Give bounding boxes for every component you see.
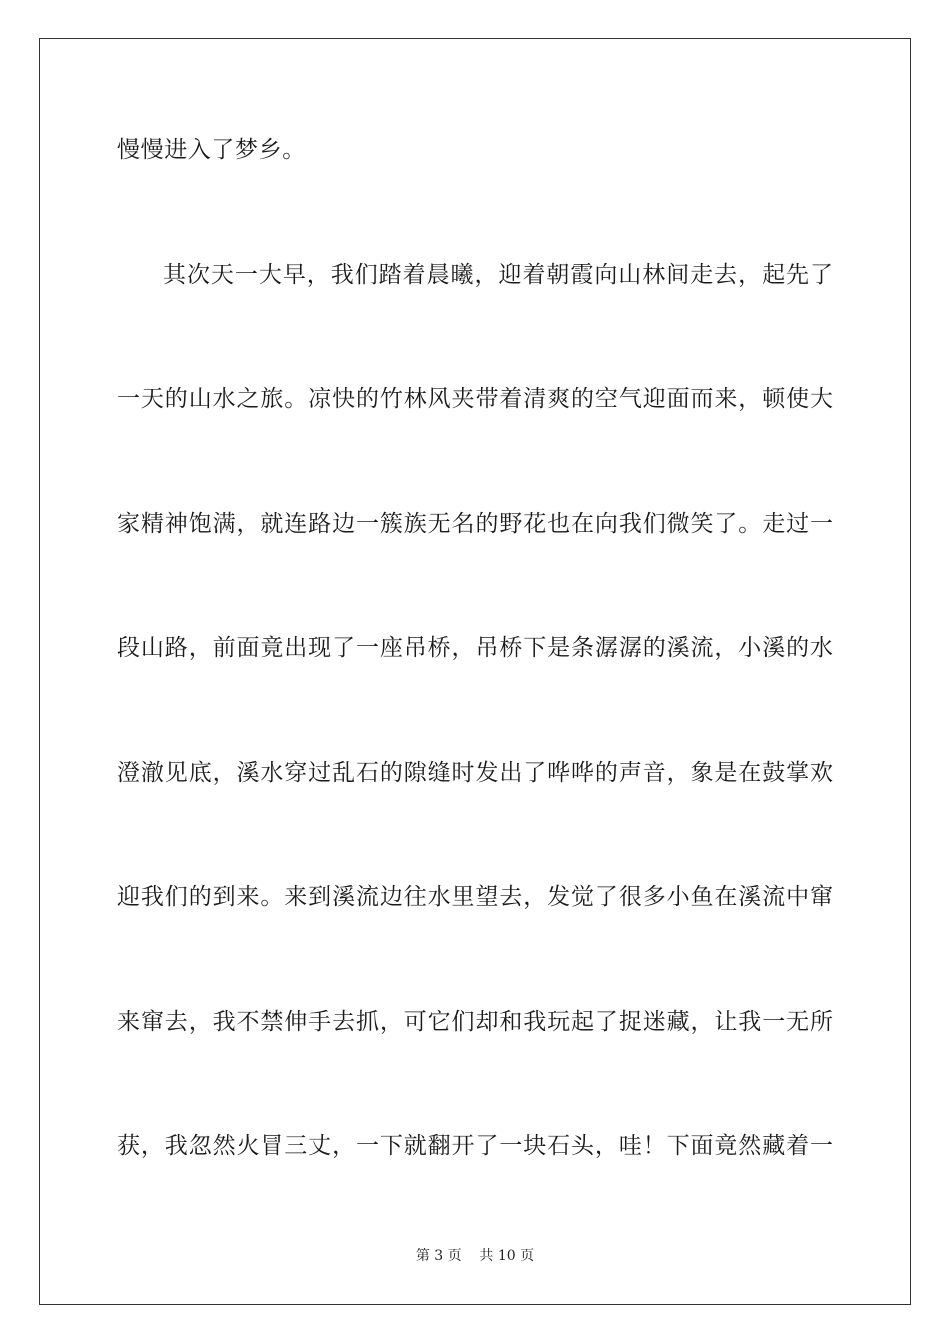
text-line: 获，我忽然火冒三丈，一下就翻开了一块石头，哇！下面竟然藏着一 <box>117 1133 833 1159</box>
text-line: 一天的山水之旅。凉快的竹林风夹带着清爽的空气迎面而来，顿使大 <box>117 386 833 412</box>
page-border <box>39 38 911 1305</box>
page-footer: 第 3 页 共 10 页 <box>415 1248 535 1264</box>
paragraph-first-line: 其次天一大早，我们踏着晨曦，迎着朝霞向山林间走去，起先了 <box>163 262 833 288</box>
text-line: 家精神饱满，就连路边一簇族无名的野花也在向我们微笑了。走过一 <box>117 511 833 537</box>
text-line: 慢慢进入了梦乡。 <box>117 137 306 163</box>
text-line: 段山路，前面竟出现了一座吊桥，吊桥下是条潺潺的溪流，小溪的水 <box>117 635 833 661</box>
text-line: 澄澈见底，溪水穿过乱石的隙缝时发出了哗哗的声音，象是在鼓掌欢 <box>117 760 833 786</box>
text-line: 迎我们的到来。来到溪流边往水里望去，发觉了很多小鱼在溪流中窜 <box>117 884 833 910</box>
text-line: 来窜去，我不禁伸手去抓，可它们却和我玩起了捉迷藏，让我一无所 <box>117 1009 833 1035</box>
